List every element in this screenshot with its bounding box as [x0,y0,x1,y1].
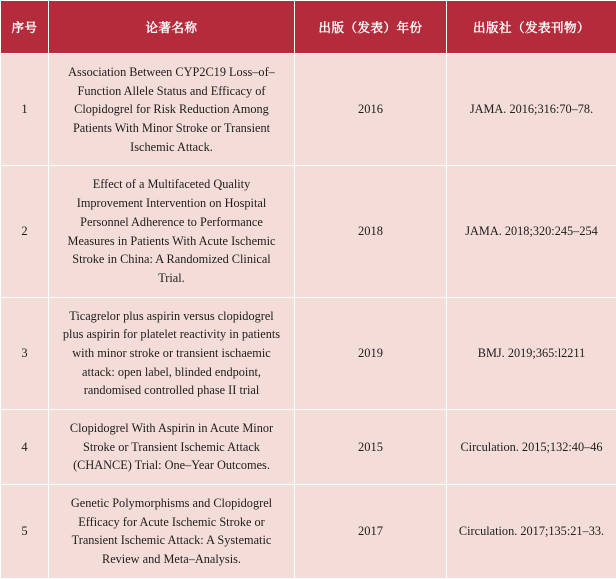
cell-year: 2017 [295,485,447,579]
table-row [1,166,616,297]
cell-journal: Circulation. 2015;132:40–46 [447,410,616,485]
cell-title: Clopidogrel With Aspirin in Acute Minor Stroke or Transient Ischemic Attack (CHANCE) Trial: One–Year Outcomes. [49,410,295,485]
cell-journal: BMJ. 2019;365:l2211 [447,297,616,409]
cell-journal: JAMA. 2016;316:70–78. [447,54,616,166]
table-row [1,485,616,579]
cell-title: Association Between CYP2C19 Loss–of–Function Allele Status and Efficacy of Clopidogrel for Risk Reduction Among Patients With Minor Stroke or Transient Ischemic Attack. [49,54,295,166]
table-row [1,54,616,166]
cell-year: 2015 [295,410,447,485]
table-header [1,1,616,54]
column-header-title: 论著名称 [49,1,295,54]
table-row [1,410,616,485]
cell-index: 1 [1,54,49,166]
cell-year: 2016 [295,54,447,166]
column-header-index: 序号 [1,1,49,54]
cell-year: 2018 [295,166,447,297]
cell-journal: Circulation. 2017;135:21–33. [447,485,616,579]
cell-journal: JAMA. 2018;320:245–254 [447,166,616,297]
table-row [1,297,616,409]
cell-year: 2019 [295,297,447,409]
cell-title: Ticagrelor plus aspirin versus clopidogrel plus aspirin for platelet reactivity in patients with minor stroke or transient ischaemic attack: open label, blinded endpoint, randomised controlled phase II trial [49,297,295,409]
column-header-journal: 出版社（发表刊物） [447,1,616,54]
table-body [1,54,616,579]
column-header-year: 出版（发表）年份 [295,1,447,54]
cell-index: 5 [1,485,49,579]
cell-index: 2 [1,166,49,297]
cell-index: 3 [1,297,49,409]
table-header-row [1,1,616,54]
cell-title: Effect of a Multifaceted Quality Improvement Intervention on Hospital Personnel Adherence to Performance Measures in Patients With Acute Ischemic Stroke in China: A Randomized Clinical Trial. [49,166,295,297]
cell-title: Genetic Polymorphisms and Clopidogrel Efficacy for Acute Ischemic Stroke or Transient Ischemic Attack: A Systematic Review and Meta–Analysis. [49,485,295,579]
cell-index: 4 [1,410,49,485]
